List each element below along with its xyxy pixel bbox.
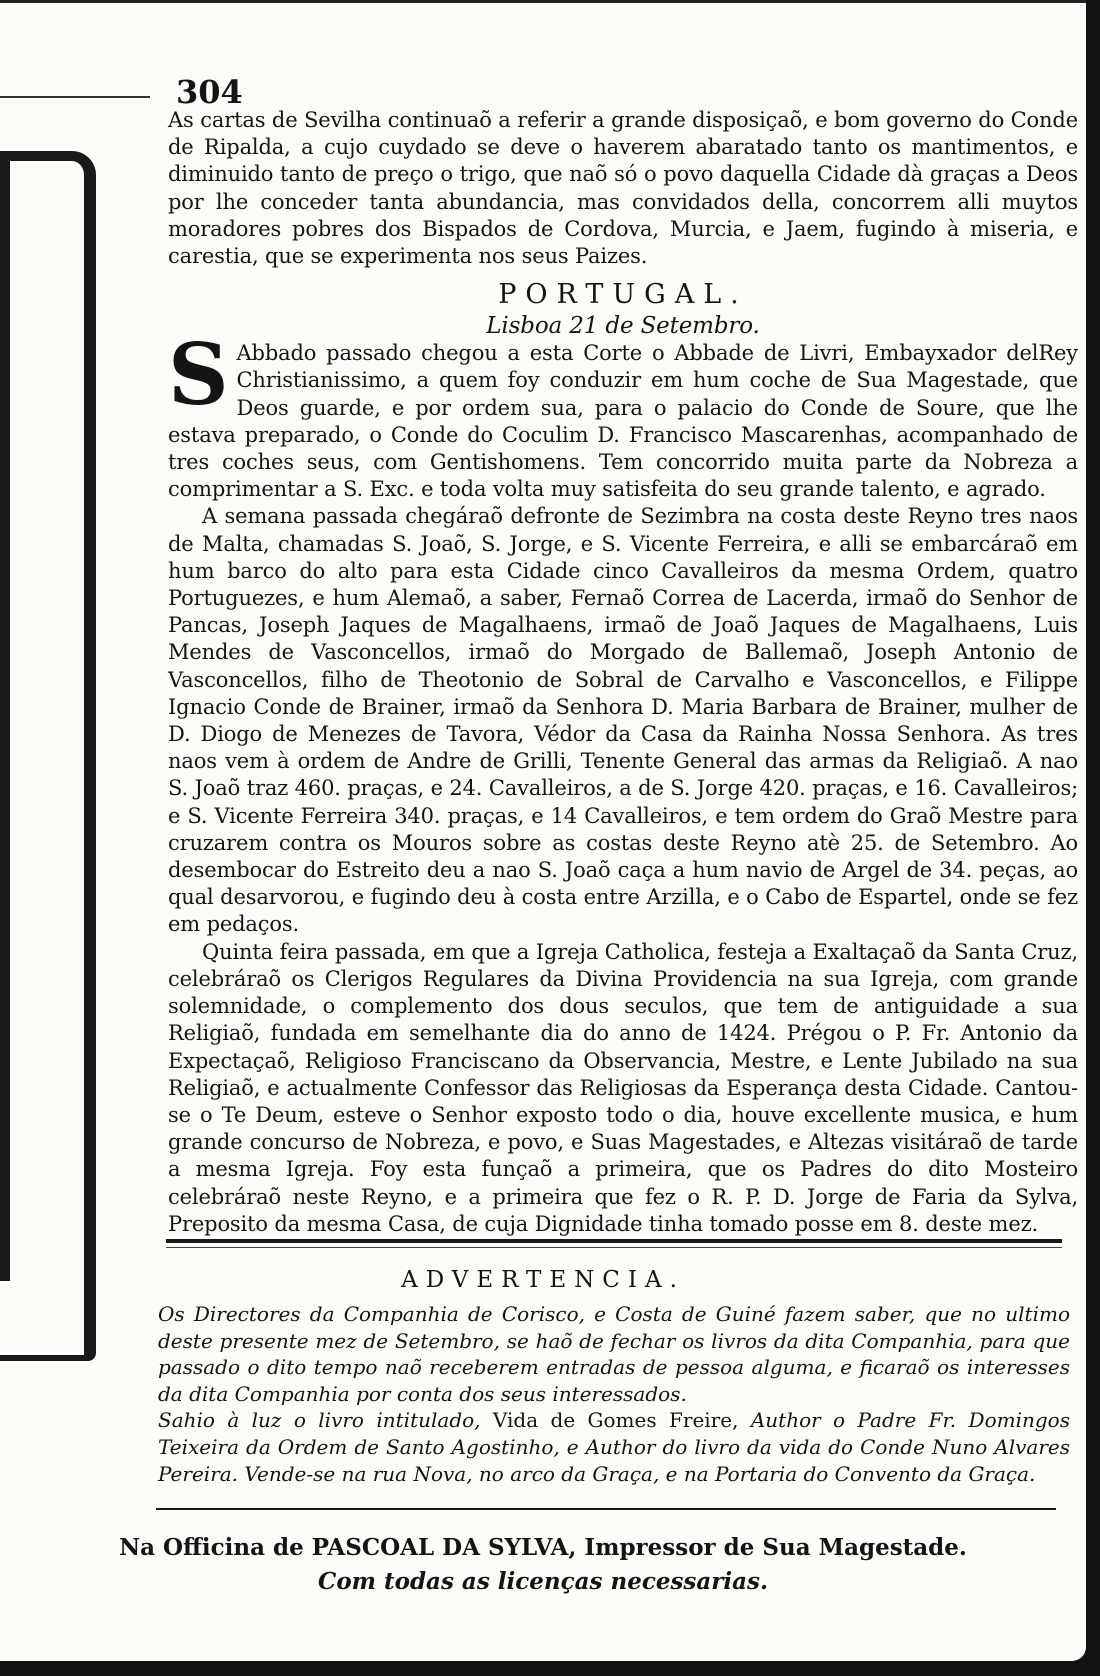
advertencia-paragraph-2: [158, 1407, 1070, 1487]
scan-margin-line: [0, 96, 150, 98]
drop-cap: S: [168, 325, 229, 425]
paragraph-2: A semana passada chegáraõ defronte de Sezimbra na costa deste Reyno tres naos de Malta, chamadas S. Joaõ, S. Jorge, e S. Vicente Ferreira, e alli se embarcáraõ em hum barco do alto para esta Cidade cinco Cavalleiros da mesma Ordem, quatro Portuguezes, e hum Alemaõ, a saber, Fernaõ Correa de Lacerda, irmaõ do Senhor de Pancas, Joseph Jaques de Magalhaens, irmaõ de Joaõ Jaques de Magalhaens, Luis Mendes de Vasconcellos, irmaõ do Morgado de Ballemaõ, Joseph Antonio de Vasconcellos, filho de Theotonio de Sobral de Carvalho e Vasconcellos, e Filippe Ignacio Conde de Brainer, irmaõ da Senhora D. Maria Barbara de Brainer, mulher de D. Diogo de Menezes de Tavora, Védor da Casa da Rainha Nossa Senhora. As tres naos vem à ordem de Andre de Grilli, Tenente General das armas da Religiaõ. A nao S. Joaõ traz 460. praças, e 24. Cavalleiros, a de S. Jorge 420. praças, e 16. Cavalleiros; e S. Vicente Ferreira 340. praças, e 14 Cavalleiros, e tem ordem do Graõ Mestre para cruzarem contra os Mouros sobre as costas deste Reyno atè 25. de Setembro. Ao desembocar do Estreito deu a nao S. Joaõ caça a hum navio de Argel de 34. peças, ao qual desarvorou, e fugindo deu à costa entre Arzilla, e o Cabo de Espartel, onde se fez em pedaços.: [168, 504, 1078, 937]
dateline: Lisboa 21 de Setembro.: [486, 313, 760, 340]
imprint-divider: [156, 1508, 1056, 1510]
section-divider-thin: [166, 1247, 1062, 1248]
intro-paragraph: As cartas de Sevilha continuaõ a referir a grande disposiçaõ, e bom governo do Conde de Ripalda, a cujo cuydado se deve o haverem abaratado tanto os mantimentos, e diminuido tanto de preço o trigo, que naõ só o povo daquella Cidade dà graças a Deos por lhe conceder tanta abundancia, mas convidados della, concorrem alli muytos moradores pobres dos Bispados de Cordova, Murcia, e Jaem, fugindo à miseria, e carestia, que se experimenta nos seus Paizes.: [168, 108, 1078, 269]
paragraph-1-text: Abbado passado chegou a esta Corte o Abbade de Livri, Embayxador delRey Christianissimo, a quem foy conduzir em hum coche de Sua Magestade, que Deos guarde, e por ordem sua, para o palacio do Conde de Soure, que lhe estava preparado, o Conde do Coculim D. Francisco Mascarenhas, acompanhado de tres coches seus, com Gentishomens. Tem concorrido muita parte da Nobreza a comprimentar a S. Exc. e toda volta muy satisfeita do seu grande talento, e agrado.: [168, 341, 1078, 502]
section-divider: [166, 1239, 1062, 1243]
advertencia-paragraph-1: Os Directores da Companhia de Corisco, e Costa de Guiné fazem saber, que no ultimo deste presente mez de Setembro, se haõ de fechar os livros da dita Companhia, para que passado o dito tempo naõ receberem entradas de pessoa alguma, e ficaraõ os interesses da dita Companhia por conta dos seus interessados.: [158, 1302, 1070, 1406]
imprint: [0, 1531, 1086, 1599]
imprint-printer: Na Officina de PASCOAL DA SYLVA, Impressor de Sua Magestade.: [119, 1534, 967, 1561]
book-notice-intro: Sahio à luz o livro intitulado,: [158, 1408, 481, 1433]
section-heading: PORTUGAL.: [498, 279, 748, 311]
imprint-licenses: Com todas as licenças necessarias.: [318, 1568, 768, 1595]
advertencia-text: [158, 1301, 1070, 1487]
book-notice-details: Author o Padre Fr. Domingos Teixeira da Ordem de Santo Agostinho, e Author do livro da vida do Conde Nuno Alvares Pereira. Vende-se na rua Nova, no arco da Graça, e na Portaria do Convento da Graça.: [158, 1408, 1070, 1486]
book-title: Vida de Gomes Freire,: [492, 1408, 739, 1433]
paragraph-3: Quinta feira passada, em que a Igreja Catholica, festeja a Exaltaçaõ da Santa Cruz, celebráraõ os Clerigos Regulares da Divina Providencia na sua Igreja, com grande solemnidade, o complemento dos dous seculos, que tem de antiguidade a sua Religiaõ, fundada em semelhante dia do anno de 1424. Prégou o P. Fr. Antonio da Expectaçaõ, Religioso Franciscano da Observancia, Mestre, e Lente Jubilado na sua Religiaõ, e actualmente Confessor das Religiosas da Esperança desta Cidade. Cantou-se o Te Deum, esteve o Senhor exposto todo o dia, houve excellente musica, e hum grande concurso de Nobreza, e povo, e Suas Magestades, e Altezas visitáraõ de tarde a mesma Igreja. Foy esta funçaõ a primeira, que os Padres do dito Mosteiro celebráraõ neste Reyno, e a primeira que fez o R. P. D. Jorge de Faria da Sylva, Preposito da mesma Casa, de cuja Dignidade tinha tomado posse em 8. deste mez.: [168, 939, 1078, 1236]
page-binding-edge: [0, 151, 96, 1361]
page-number: 304: [176, 73, 243, 111]
advertencia-title: ADVERTENCIA.: [401, 1267, 685, 1293]
article-column: [168, 107, 1078, 1238]
